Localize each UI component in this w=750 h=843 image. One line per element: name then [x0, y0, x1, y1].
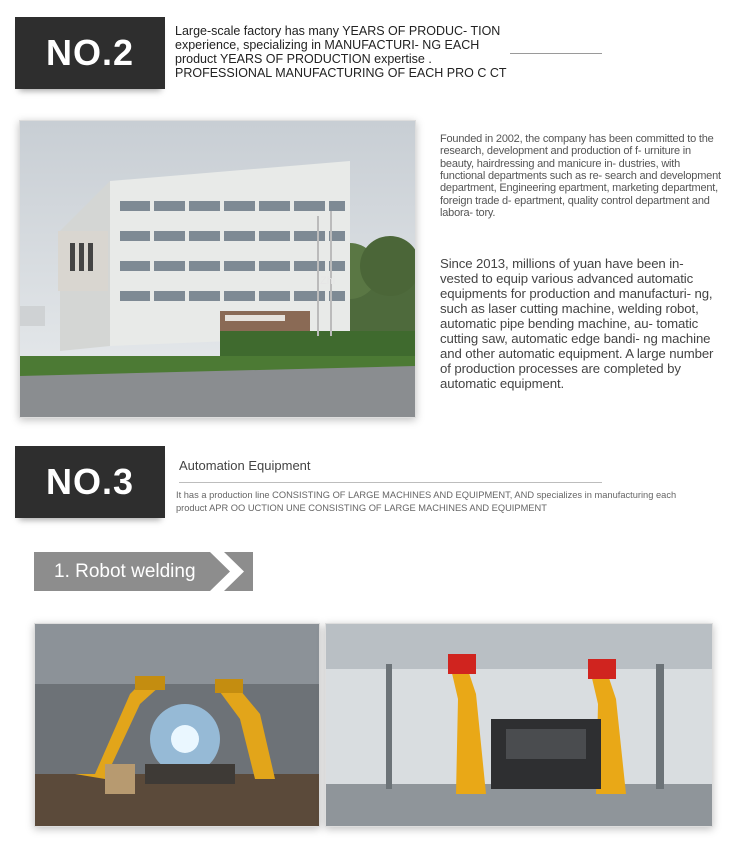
photo-watermark: Zhi [320, 275, 336, 287]
section3-divider [179, 482, 602, 483]
banner-label: 1. Robot welding [54, 560, 196, 582]
section3-title: Automation Equipment [179, 458, 311, 473]
section-badge-no2 [15, 17, 165, 89]
section3-subtitle: It has a production line CONSISTING OF LARGE MACHINES AND EQUIPMENT, AND specializes in manufacturing each product APR OO UCTION UNE CONSISTING OF LARGE MACHINES AND EQUIPMENT [176, 490, 677, 514]
section2-heading-text: Large-scale factory has many YEARS OF PRODUC- TION experience, specializing in MANUFACTURI- NG EACH product YEARS OF PRODUCTION expertise . PROFESSIONAL MANUFACTURING OF EACH PRO C CT [175, 24, 507, 80]
badge-label: NO.3 [45, 461, 135, 502]
robot-welding-photo-left [34, 623, 320, 827]
badge-label: NO.2 [45, 32, 135, 73]
factory-building-photo [19, 120, 416, 418]
chevron-right-icon [210, 552, 246, 591]
company-intro-paragraph: Founded in 2002, the company has been committed to the research, development and production of f- urniture in beauty, hairdressing and manicure in- dustries, with functional departments such as re- search and development department, Engineering epartment, marketing department, foreign trade d- epartment, quality control department and labora- tory. [440, 133, 721, 219]
automation-investment-paragraph: Since 2013, millions of yuan have been in- vested to equip various advanced automatic equipments for production and manufacturi- ng, such as laser cutting machine, welding robot, automatic pipe bending machine, au- tomatic cutting saw, automatic edge bandi- ng machine and other automatic equipment. A large number of production processes are completed by automatic equipment. [440, 256, 714, 392]
robot-welding-photo-right [325, 623, 713, 827]
divider-line [510, 53, 602, 54]
section-badge-no3 [15, 446, 165, 518]
